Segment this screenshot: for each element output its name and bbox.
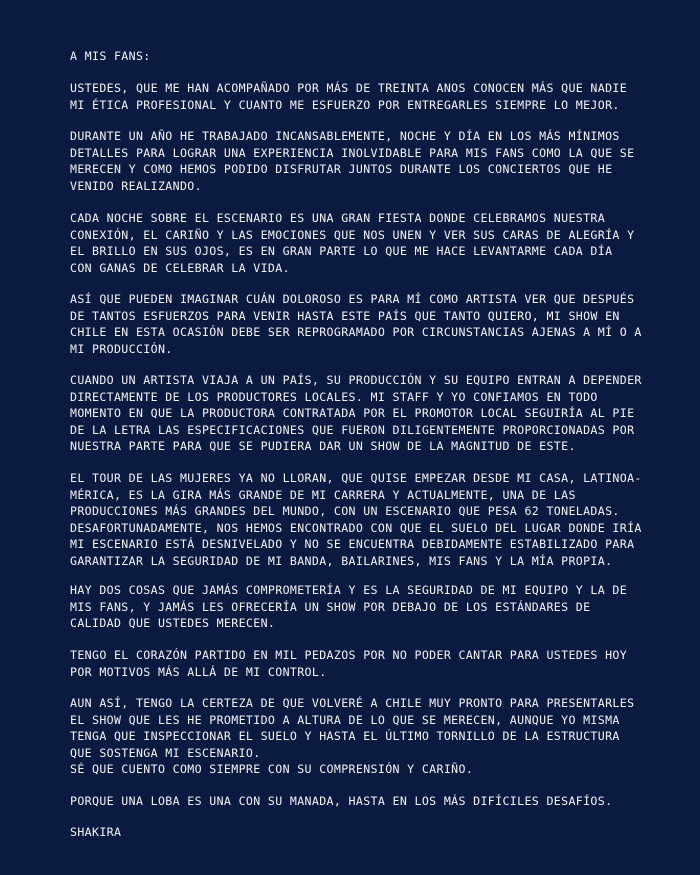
paragraph-9 (70, 695, 682, 778)
paragraph-8 (70, 647, 682, 680)
paragraph-line: CONEXIÓN, EL CARIÑO Y LAS EMOCIONES QUE NOS UNEN Y VER SUS CARAS DE ALEGRÍA Y (70, 227, 635, 242)
paragraph-line: MIS FANS, Y JAMÁS LES OFRECERÍA UN SHOW POR DEBAJO DE LOS ESTÁNDARES DE (70, 599, 591, 614)
paragraph-line: TENGO EL CORAZÓN PARTIDO EN MIL PEDAZOS POR NO PODER CANTAR PARA USTEDES HOY (70, 648, 628, 662)
paragraph-4 (70, 291, 682, 357)
paragraph-line: POR MOTIVOS MÁS ALLÁ DE MI CONTROL. (70, 664, 327, 679)
paragraph-7 (70, 582, 682, 632)
paragraph-line: DIRECTAMENTE DE LOS PRODUCTORES LOCALES. MI STAFF Y YO CONFIAMOS EN TODO (70, 389, 598, 404)
paragraph-line: ASÍ QUE PUEDEN IMAGINAR CUÁN DOLOROSO ES PARA MÍ COMO ARTISTA VER QUE DESPUÉS (70, 292, 635, 306)
paragraph-line: MÉRICA, ES LA GIRA MÁS GRANDE DE MI CARRERA Y ACTUALMENTE, UNA DE LAS (70, 487, 576, 502)
paragraph-2 (70, 128, 682, 194)
paragraph-line: TENGA QUE INSPECCIONAR EL SUELO Y HASTA EL ÚLTIMO TORNILLO DE LA ESTRUCTURA (70, 729, 620, 743)
paragraph-line: NUESTRA PARTE PARA QUE SE PUDIERA DAR UN SHOW DE LA MAGNITUD DE ESTE. (70, 439, 576, 453)
paragraph-line: USTEDES, QUE ME HAN ACOMPAÑADO POR MÁS DE TREINTA ANOS CONOCEN MÁS QUE NADIE (70, 81, 628, 95)
paragraph-line: EL SHOW QUE LES HE PROMETIDO A ALTURA DE LO QUE SE MERECEN, AUNQUE YO MISMA (70, 712, 620, 727)
paragraph-line: CON GANAS DE CELEBRAR LA VIDA. (70, 260, 290, 275)
paragraph-line: CUANDO UN ARTISTA VIAJA A UN PAÍS, SU PRODUCCIÓN Y SU EQUIPO ENTRAN A DEPENDER (70, 373, 642, 387)
paragraph-line: EL BRILLO EN SUS OJOS, ES EN GRAN PARTE LO QUE ME HACE LEVANTARME CADA DÍA (70, 244, 613, 258)
paragraph-line: PRODUCCIONES MÁS GRANDES DEL MUNDO, CON UN ESCENARIO QUE PESA 62 TONELADAS. (70, 504, 620, 518)
paragraph-line: SÉ QUE CUENTO COMO SIEMPRE CON SU COMPRENSIÓN Y CARIÑO. (70, 762, 474, 776)
paragraph-line: CHILE EN ESTA OCASIÓN DEBE SER REPROGRAMADO POR CIRCUNSTANCIAS AJENAS A MÍ O A (70, 325, 642, 339)
paragraph-line: DESAFORTUNADAMENTE, NOS HEMOS ENCONTRADO CON QUE EL SUELO DEL LUGAR DONDE IRÍA (70, 520, 642, 535)
paragraph-line: MERECEN Y COMO HEMOS PODIDO DISFRUTAR JUNTOS DURANTE LOS CONCIERTOS QUE HE (70, 162, 613, 176)
letter-greeting (70, 48, 682, 65)
paragraph-line: DE TANTOS ESFUERZOS PARA VENIR HASTA ESTE PAÍS QUE TANTO QUIERO, MI SHOW EN (70, 308, 620, 323)
paragraph-line: CALIDAD QUE USTEDES MERECEN. (70, 616, 276, 630)
paragraph-line: MI PRODUCCIÓN. (70, 341, 173, 356)
greeting-line: A MIS FANS: (70, 49, 151, 63)
paragraph-1 (70, 80, 682, 113)
paragraph-line: PORQUE UNA LOBA ES UNA CON SU MANADA, HASTA EN LOS MÁS DIFÍCILES DESAFÍOS. (70, 794, 613, 808)
paragraph-line: AUN ASÍ, TENGO LA CERTEZA DE QUE VOLVERÉ A CHILE MUY PRONTO PARA PRESENTARLES (70, 696, 635, 710)
paragraph-10 (70, 793, 682, 810)
paragraph-line: MI ESCENARIO ESTÁ DESNIVELADO Y NO SE ENCUENTRA DEBIDAMENTE ESTABILIZADO PARA (70, 537, 635, 551)
paragraph-5 (70, 372, 682, 455)
paragraph-line: DURANTE UN AÑO HE TRABAJADO INCANSABLEMENTE, NOCHE Y DÍA EN LOS MÁS MÍNIMOS (70, 129, 620, 143)
paragraph-3 (70, 210, 682, 276)
paragraph-line: VENIDO REALIZANDO. (70, 178, 202, 193)
signature (70, 824, 682, 841)
paragraph-line: DE LA LETRA LAS ESPECIFICACIONES QUE FUERON DILIGENTEMENTE PROPORCIONADAS POR (70, 422, 635, 437)
paragraph-line: EL TOUR DE LAS MUJERES YA NO LLORAN, QUE QUISE EMPEZAR DESDE MI CASA, LATINOA- (70, 471, 642, 485)
paragraph-line: QUE SOSTENGA MI ESCENARIO. (70, 745, 261, 760)
paragraph-line: HAY DOS COSAS QUE JAMÁS COMPROMETERÍA Y ES LA SEGURIDAD DE MI EQUIPO Y LA DE (70, 583, 628, 597)
paragraph-line: MI ÉTICA PROFESIONAL Y CUANTO ME ESFUERZO POR ENTREGARLES SIEMPRE LO MEJOR. (70, 97, 620, 112)
paragraph-line: MOMENTO EN QUE LA PRODUCTORA CONTRATADA POR EL PROMOTOR LOCAL SEGUIRÍA AL PIE (70, 406, 635, 420)
paragraph-line: CADA NOCHE SOBRE EL ESCENARIO ES UNA GRAN FIESTA DONDE CELEBRAMOS NUESTRA (70, 211, 606, 225)
paragraph-line: GARANTIZAR LA SEGURIDAD DE MI BANDA, BAILARINES, MIS FANS Y LA MÍA PROPIA. (70, 553, 613, 568)
signature-text: SHAKIRA (70, 825, 122, 839)
paragraph-line: DETALLES PARA LOGRAR UNA EXPERIENCIA INOLVIDABLE PARA MIS FANS COMO LA QUE SE (70, 145, 635, 160)
paragraph-6 (70, 470, 682, 569)
